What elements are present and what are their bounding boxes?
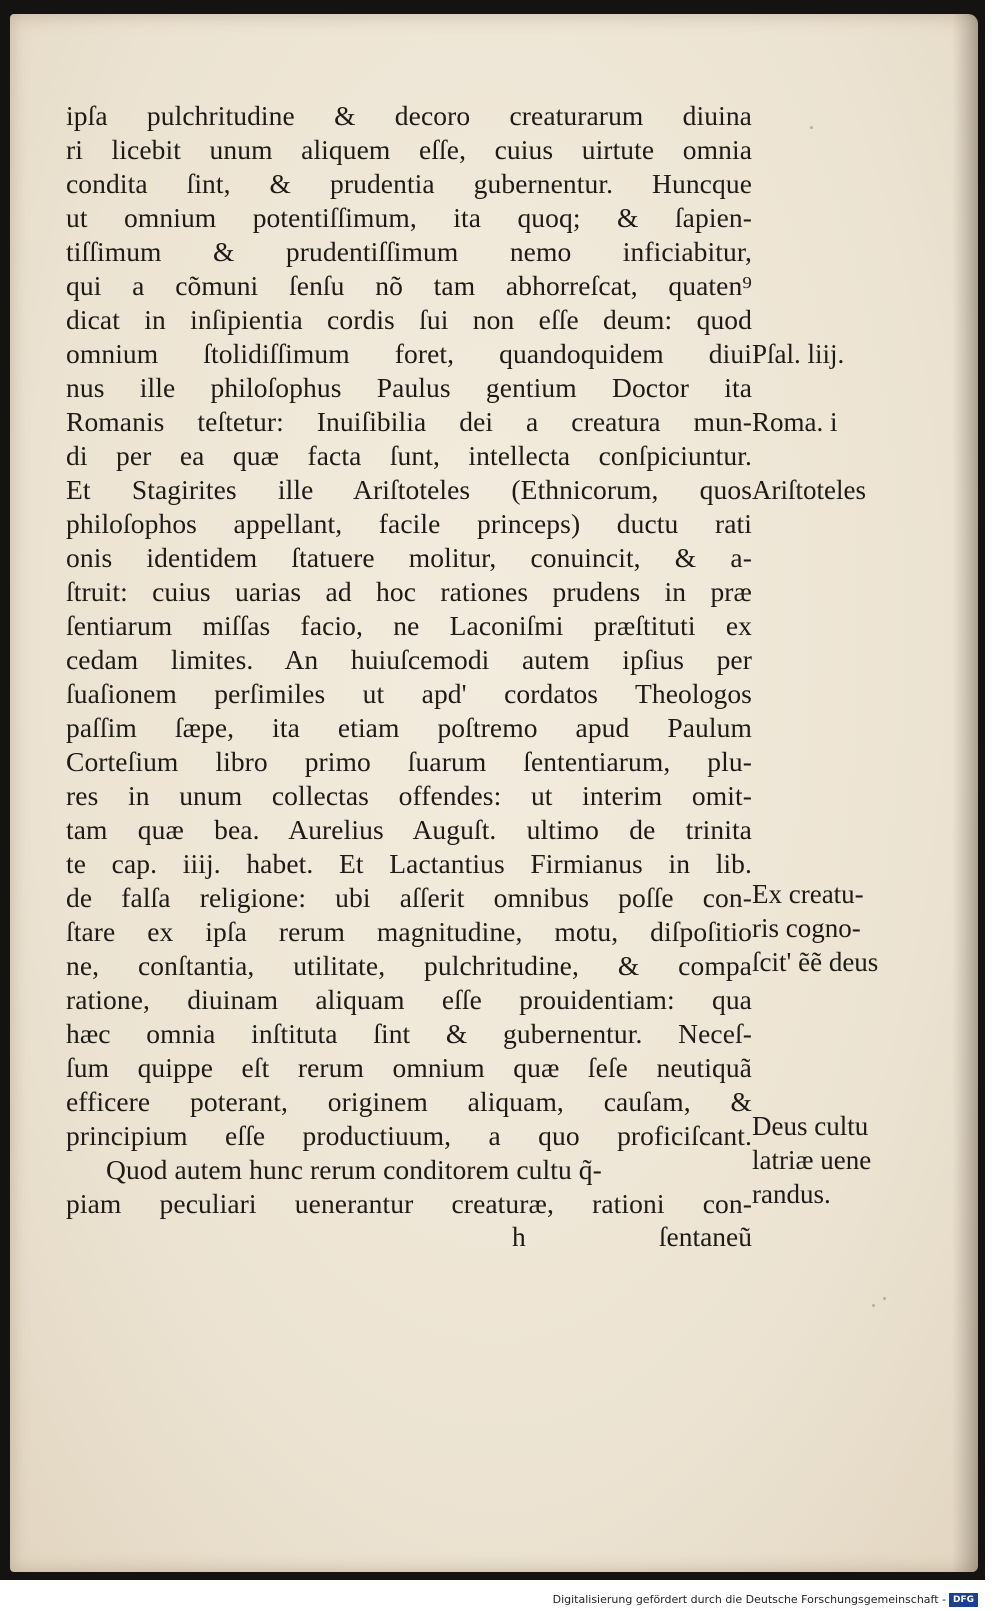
- digitization-credit: [553, 1593, 978, 1607]
- text-line: ipſa pulchritudine & decoro creaturarum diuina: [66, 100, 752, 131]
- text-line: ne, conſtantia, utilitate, pulchritudine, & compa: [66, 950, 752, 981]
- text-line: ſtruit: cuius uarias ad hoc rationes prudens in præ: [66, 576, 752, 607]
- text-line: ut omnium potentiſſimum, ita quoq; & ſapien-: [66, 202, 752, 233]
- text-line: paſſim ſæpe, ita etiam poſtremo apud Paulum: [66, 712, 752, 743]
- text-line: te cap. iiij. habet. Et Lactantius Firmianus in lib.: [66, 848, 752, 879]
- text-line: dicat in inſipientia cordis ſui non eſſe deum: quod: [66, 304, 752, 335]
- signature-mark: h: [512, 1221, 526, 1252]
- margin-note-ex-creaturis: [752, 877, 912, 979]
- text-line: cedam limites. An huiuſcemodi autem ipſius per: [66, 644, 752, 675]
- text-line: ſuaſionem perſimiles ut apd' cordatos Theologos: [66, 678, 752, 709]
- margin-note-line: Pſal. liij.: [752, 339, 845, 369]
- text-line: hæc omnia inſtituta ſint & gubernentur. Neceſ-: [66, 1018, 752, 1049]
- margin-note-line: randus.: [752, 1179, 831, 1209]
- book-page: [10, 14, 978, 1572]
- margin-note-deus-cultu: [752, 1109, 912, 1211]
- text-line: ſtare ex ipſa rerum magnitudine, motu, diſpoſitio: [66, 916, 752, 947]
- text-line: ſentiarum miſſas facio, ne Laconiſmi præſtituti ex: [66, 610, 752, 641]
- text-line: ratione, diuinam aliquam eſſe prouidentiam: qua: [66, 984, 752, 1015]
- catchword: ſentaneũ: [658, 1221, 752, 1252]
- text-line: condita ſint, & prudentia gubernentur. Huncque: [66, 168, 752, 199]
- text-line: principium eſſe productiuum, a quo proficiſcant.: [66, 1120, 752, 1151]
- text-line: efficere poterant, originem aliquam, cauſam, &: [66, 1086, 752, 1117]
- margin-note-romans: [752, 405, 912, 439]
- text-line: Romanis teſtetur: Inuiſibilia dei a creatura mun-: [66, 406, 752, 437]
- main-text-block: [66, 99, 752, 1221]
- text-line: omnium ſtolidiſſimum foret, quandoquidem diui: [66, 338, 752, 369]
- margin-note-aristoteles: [752, 473, 912, 507]
- text-line: tiſſimum & prudentiſſimum nemo inficiabitur,: [66, 236, 752, 267]
- text-line: onis identidem ſtatuere molitur, conuincit, & a-: [66, 542, 752, 573]
- margin-note-line: Ex creatu-: [752, 879, 864, 909]
- margin-note-line: ris cogno-: [752, 913, 861, 943]
- text-line: res in unum collectas offendes: ut interim omit-: [66, 780, 752, 811]
- paper-speck: [810, 126, 813, 129]
- text-line: nus ille philoſophus Paulus gentium Doctor ita: [66, 372, 752, 403]
- margin-note-line: latriæ uene: [752, 1145, 872, 1175]
- paper-speck: [883, 1297, 886, 1300]
- margin-note-line: Roma. i: [752, 407, 838, 437]
- paper-speck: [872, 1304, 875, 1307]
- text-line: ſum quippe eſt rerum omnium quæ ſeſe neutiquã: [66, 1052, 752, 1083]
- text-line: tam quæ bea. Aurelius Auguſt. ultimo de trinita: [66, 814, 752, 845]
- text-line: ri licebit unum aliquem eſſe, cuius uirtute omnia: [66, 134, 752, 165]
- credit-text: Digitalisierung gefördert durch die Deutsche Forschungsgemeinschaft -: [552, 1593, 946, 1606]
- text-line: qui a cõmuni ſenſu nõ tam abhorreſcat, quaten⁹: [66, 270, 752, 301]
- text-line: piam peculiari uenerantur creaturæ, rationi con-: [66, 1188, 752, 1219]
- dfg-logo: DFG: [949, 1593, 978, 1607]
- text-line: philoſophos appellant, facile princeps) ductu rati: [66, 508, 752, 539]
- text-line: di per ea quæ facta ſunt, intellecta conſpiciuntur.: [66, 440, 752, 471]
- text-line: Et Stagirites ille Ariſtoteles (Ethnicorum, quos: [66, 474, 752, 505]
- catch-line: [66, 1220, 752, 1254]
- margin-note-line: ſcit' ẽẽ deus: [752, 947, 879, 977]
- text-line: Corteſium libro primo ſuarum ſententiarum, plu-: [66, 746, 752, 777]
- margin-note-line: Deus cultu: [752, 1111, 869, 1141]
- paragraph-start-line: Quod autem hunc rerum conditorem cultu q̃-: [106, 1154, 602, 1185]
- text-line: de falſa religione: ubi aſſerit omnibus poſſe con-: [66, 882, 752, 913]
- margin-note-psalm: [752, 337, 912, 371]
- margin-note-line: Ariſtoteles: [752, 475, 866, 505]
